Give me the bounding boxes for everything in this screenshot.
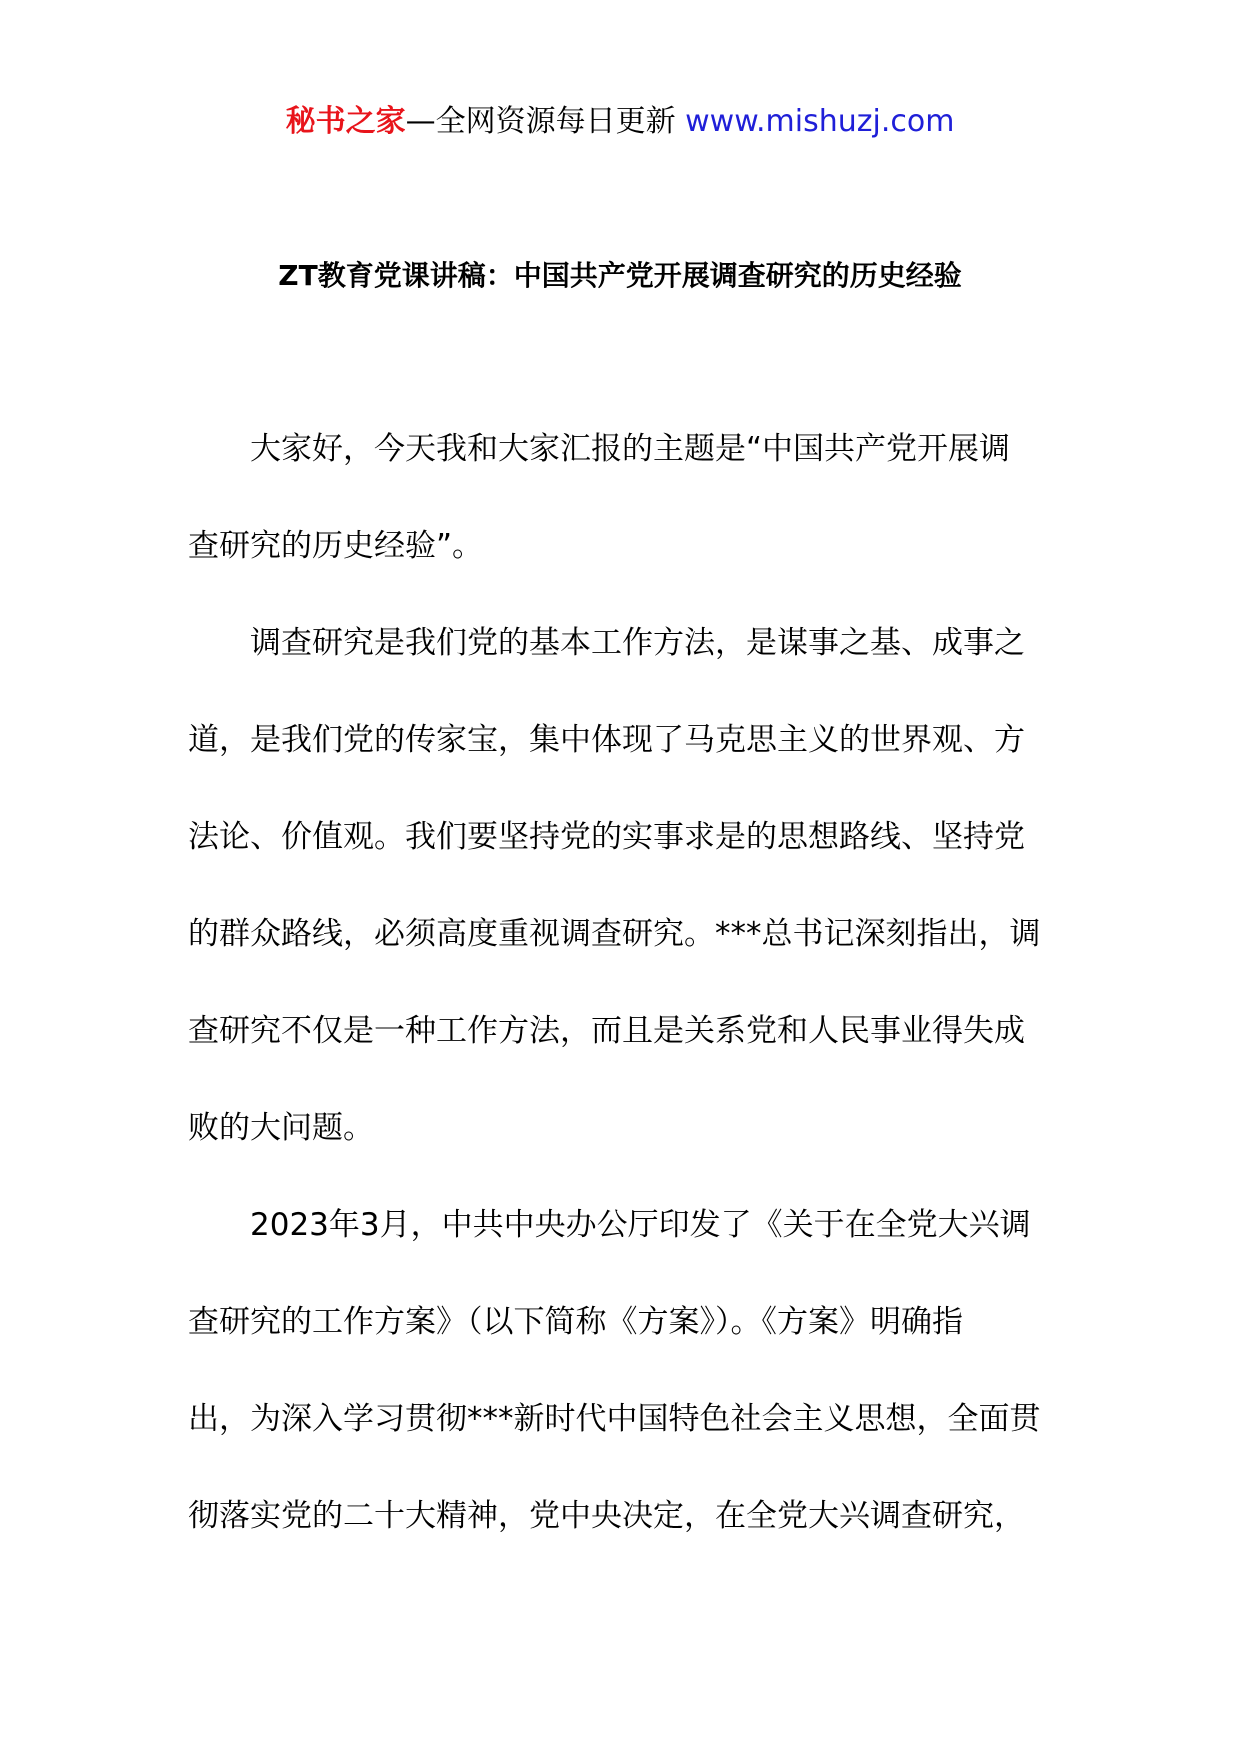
paragraph-line: 查研究不仅是一种工作方法，而且是关系党和人民事业得失成 — [188, 1013, 1025, 1049]
site-header — [0, 100, 1240, 144]
paragraph-line: 道，是我们党的传家宝，集中体现了马克思主义的世界观、方 — [188, 722, 1025, 758]
paragraph-line: 败的大问题。 — [188, 1110, 374, 1146]
paragraph-line: 彻落实党的二十大精神，党中央决定，在全党大兴调查研究， — [188, 1498, 1025, 1534]
brand-name: 秘书之家 — [285, 104, 406, 139]
document-title: ZT教育党课讲稿：中国共产党开展调查研究的历史经验 — [278, 259, 962, 292]
paragraph-line: 的群众路线，必须高度重视调查研究。***总书记深刻指出，调 — [188, 916, 1041, 952]
paragraph-line: 调查研究是我们党的基本工作方法，是谋事之基、成事之 — [250, 625, 1025, 661]
site-url-link[interactable]: www.mishuzj.com — [685, 104, 955, 139]
paragraph-line: 查研究的历史经验”。 — [188, 528, 484, 564]
site-slogan: —全网资源每日更新 — [405, 104, 686, 139]
paragraph-line: 查研究的工作方案》（以下简称《方案》）。《方案》明确指 — [188, 1304, 963, 1340]
paragraph-line: 大家好，今天我和大家汇报的主题是“中国共产党开展调 — [250, 431, 1011, 467]
paragraph-line: 法论、价值观。我们要坚持党的实事求是的思想路线、坚持党 — [188, 819, 1025, 855]
paragraph-line: 出，为深入学习贯彻***新时代中国特色社会主义思想，全面贯 — [188, 1401, 1041, 1437]
document-body — [188, 423, 1056, 1587]
paragraph-line: 2023年3月，中共中央办公厅印发了《关于在全党大兴调 — [250, 1207, 1031, 1243]
